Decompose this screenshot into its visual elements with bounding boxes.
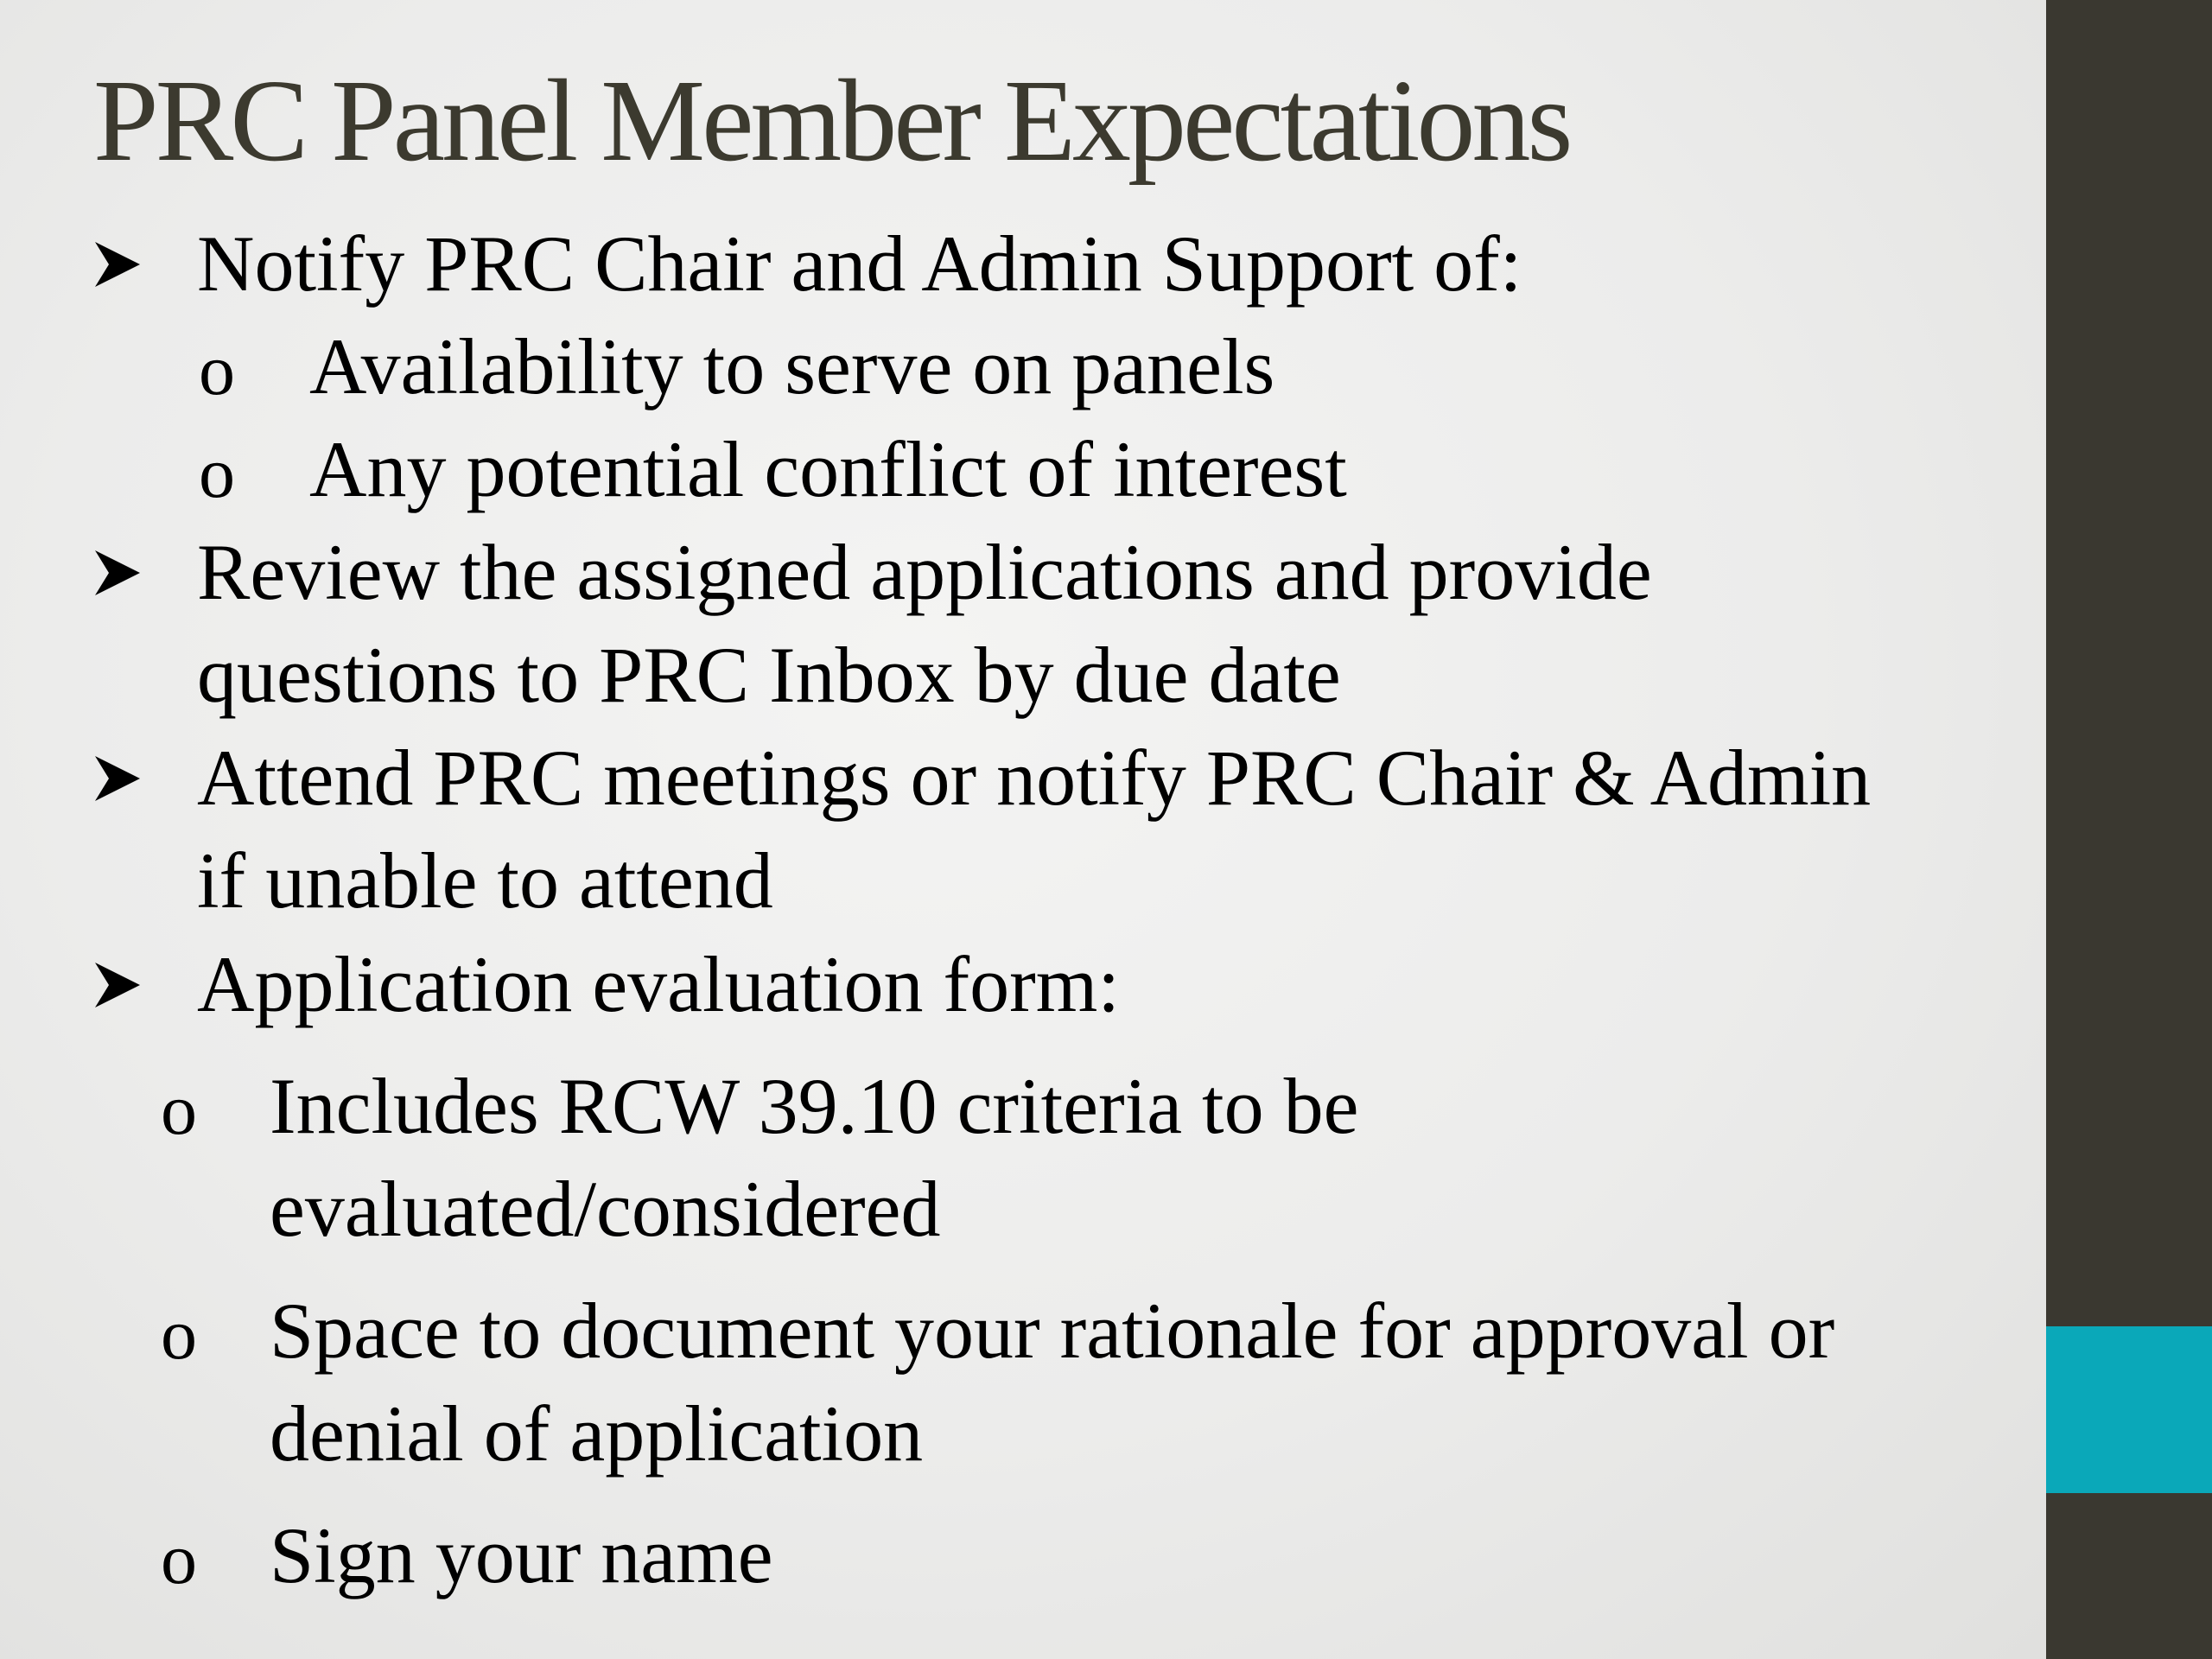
bullet-item-notify: Notify PRC Chair and Admin Support of: (197, 219, 1522, 308)
sub-item-rationale-line-2: denial of application (270, 1389, 924, 1478)
bullet-item-evaluation-form: Application evaluation form: (197, 940, 1120, 1028)
sub-item-sign-name: Sign your name (270, 1511, 773, 1599)
arrow-bullet-icon (93, 753, 142, 804)
arrow-bullet-icon (93, 238, 142, 290)
sub-bullet-marker: o (199, 330, 235, 410)
sidebar-accent-block (2046, 1326, 2212, 1493)
sub-bullet-marker: o (161, 1070, 197, 1150)
bullet-item-attend-line-2: if unable to attend (197, 836, 773, 925)
sub-item-conflict: Any potential conflict of interest (309, 425, 1347, 513)
sub-item-availability: Availability to serve on panels (309, 322, 1275, 410)
sub-item-rcw-line-1: Includes RCW 39.10 criteria to be (270, 1062, 1359, 1150)
slide-sidebar (2046, 0, 2212, 1659)
sub-item-rcw-line-2: evaluated/considered (270, 1165, 941, 1253)
sub-bullet-marker: o (161, 1294, 197, 1375)
arrow-bullet-icon (93, 547, 142, 599)
bullet-item-review-line-2: questions to PRC Inbox by due date (197, 631, 1341, 719)
bullet-item-review-line-1: Review the assigned applications and provide (197, 528, 1652, 616)
slide-title: PRC Panel Member Expectations (93, 56, 1570, 186)
sub-bullet-marker: o (161, 1519, 197, 1599)
bullet-item-attend-line-1: Attend PRC meetings or notify PRC Chair & Admin (197, 734, 1872, 822)
sub-bullet-marker: o (199, 433, 235, 513)
arrow-bullet-icon (93, 959, 142, 1011)
sub-item-rationale-line-1: Space to document your rationale for approval or (270, 1287, 1835, 1375)
